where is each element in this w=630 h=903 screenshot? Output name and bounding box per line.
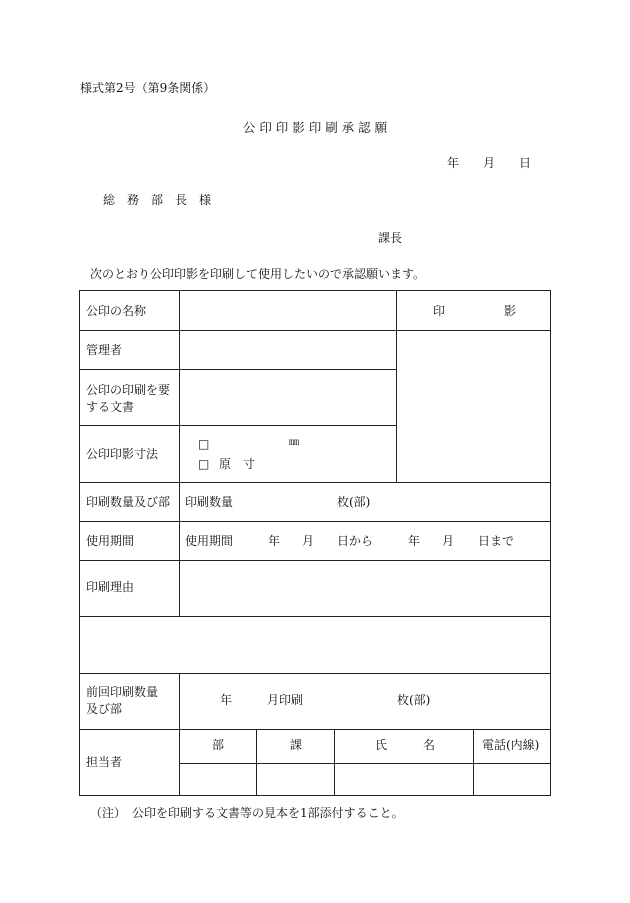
size-custom-checkbox[interactable]: □ bbox=[198, 437, 210, 451]
contact-name-header-2: 名 bbox=[423, 738, 436, 752]
quantity-unit: 枚(部) bbox=[337, 495, 371, 509]
contact-name-header-1: 氏 bbox=[375, 738, 388, 752]
contact-phone-header: 電話(内線) bbox=[482, 738, 540, 752]
contact-label: 担当者 bbox=[86, 755, 123, 769]
document-label-line1: 公印の印刷を要 bbox=[86, 383, 171, 397]
application-table bbox=[79, 290, 551, 796]
applicant-title: 課長 bbox=[378, 231, 403, 245]
period-label: 使用期間 bbox=[86, 534, 135, 548]
previous-month: 月印刷 bbox=[267, 693, 304, 707]
period-from-day: 日から bbox=[337, 534, 374, 548]
form-number: 様式第2号（第9条関係） bbox=[80, 81, 216, 95]
date-year: 年 bbox=[447, 156, 460, 170]
seal-name-label: 公印の名称 bbox=[86, 304, 147, 318]
quantity-prefix: 印刷数量 bbox=[185, 495, 234, 509]
period-from-month: 月 bbox=[302, 534, 315, 548]
reason-label: 印刷理由 bbox=[86, 580, 135, 594]
contact-section-header: 課 bbox=[290, 738, 303, 752]
document-label-line2: する文書 bbox=[86, 400, 135, 414]
period-prefix: 使用期間 bbox=[185, 534, 234, 548]
reason-field[interactable] bbox=[180, 561, 550, 616]
period-to-month: 月 bbox=[442, 534, 455, 548]
previous-label-line1: 前回印刷数量 bbox=[86, 685, 159, 699]
size-unit-mm: ㎜ bbox=[289, 437, 299, 448]
addressee: 総 務 部 長 様 bbox=[103, 193, 212, 207]
seal-name-field[interactable] bbox=[180, 331, 396, 369]
size-label: 公印印影寸法 bbox=[86, 447, 159, 461]
manager-label: 管理者 bbox=[86, 343, 123, 357]
document-title: 公 印 印 影 印 刷 承 認 願 bbox=[242, 120, 388, 135]
previous-unit: 枚(部) bbox=[397, 693, 431, 707]
footnote: （注） 公印を印刷する文書等の見本を1部添付すること。 bbox=[90, 806, 404, 820]
period-to-day: 日まで bbox=[478, 534, 515, 548]
intro-text: 次のとおり公印印影を印刷して使用したいので承認願います。 bbox=[90, 267, 426, 281]
size-original-checkbox[interactable]: □ bbox=[198, 457, 210, 471]
impression-label-2: 影 bbox=[504, 304, 517, 318]
previous-year: 年 bbox=[220, 693, 233, 707]
date-day: 日 bbox=[519, 156, 532, 170]
contact-dept-header: 部 bbox=[212, 738, 225, 752]
date-month: 月 bbox=[483, 156, 496, 170]
impression-label-1: 印 bbox=[433, 304, 446, 318]
size-original-label: 原 寸 bbox=[219, 457, 256, 471]
period-from-year: 年 bbox=[268, 534, 281, 548]
date-line bbox=[447, 157, 531, 169]
reason-continued-field[interactable] bbox=[80, 617, 550, 673]
period-to-year: 年 bbox=[408, 534, 421, 548]
quantity-label: 印刷数量及び部 bbox=[86, 495, 171, 509]
previous-label-line2: 及び部 bbox=[86, 702, 123, 716]
